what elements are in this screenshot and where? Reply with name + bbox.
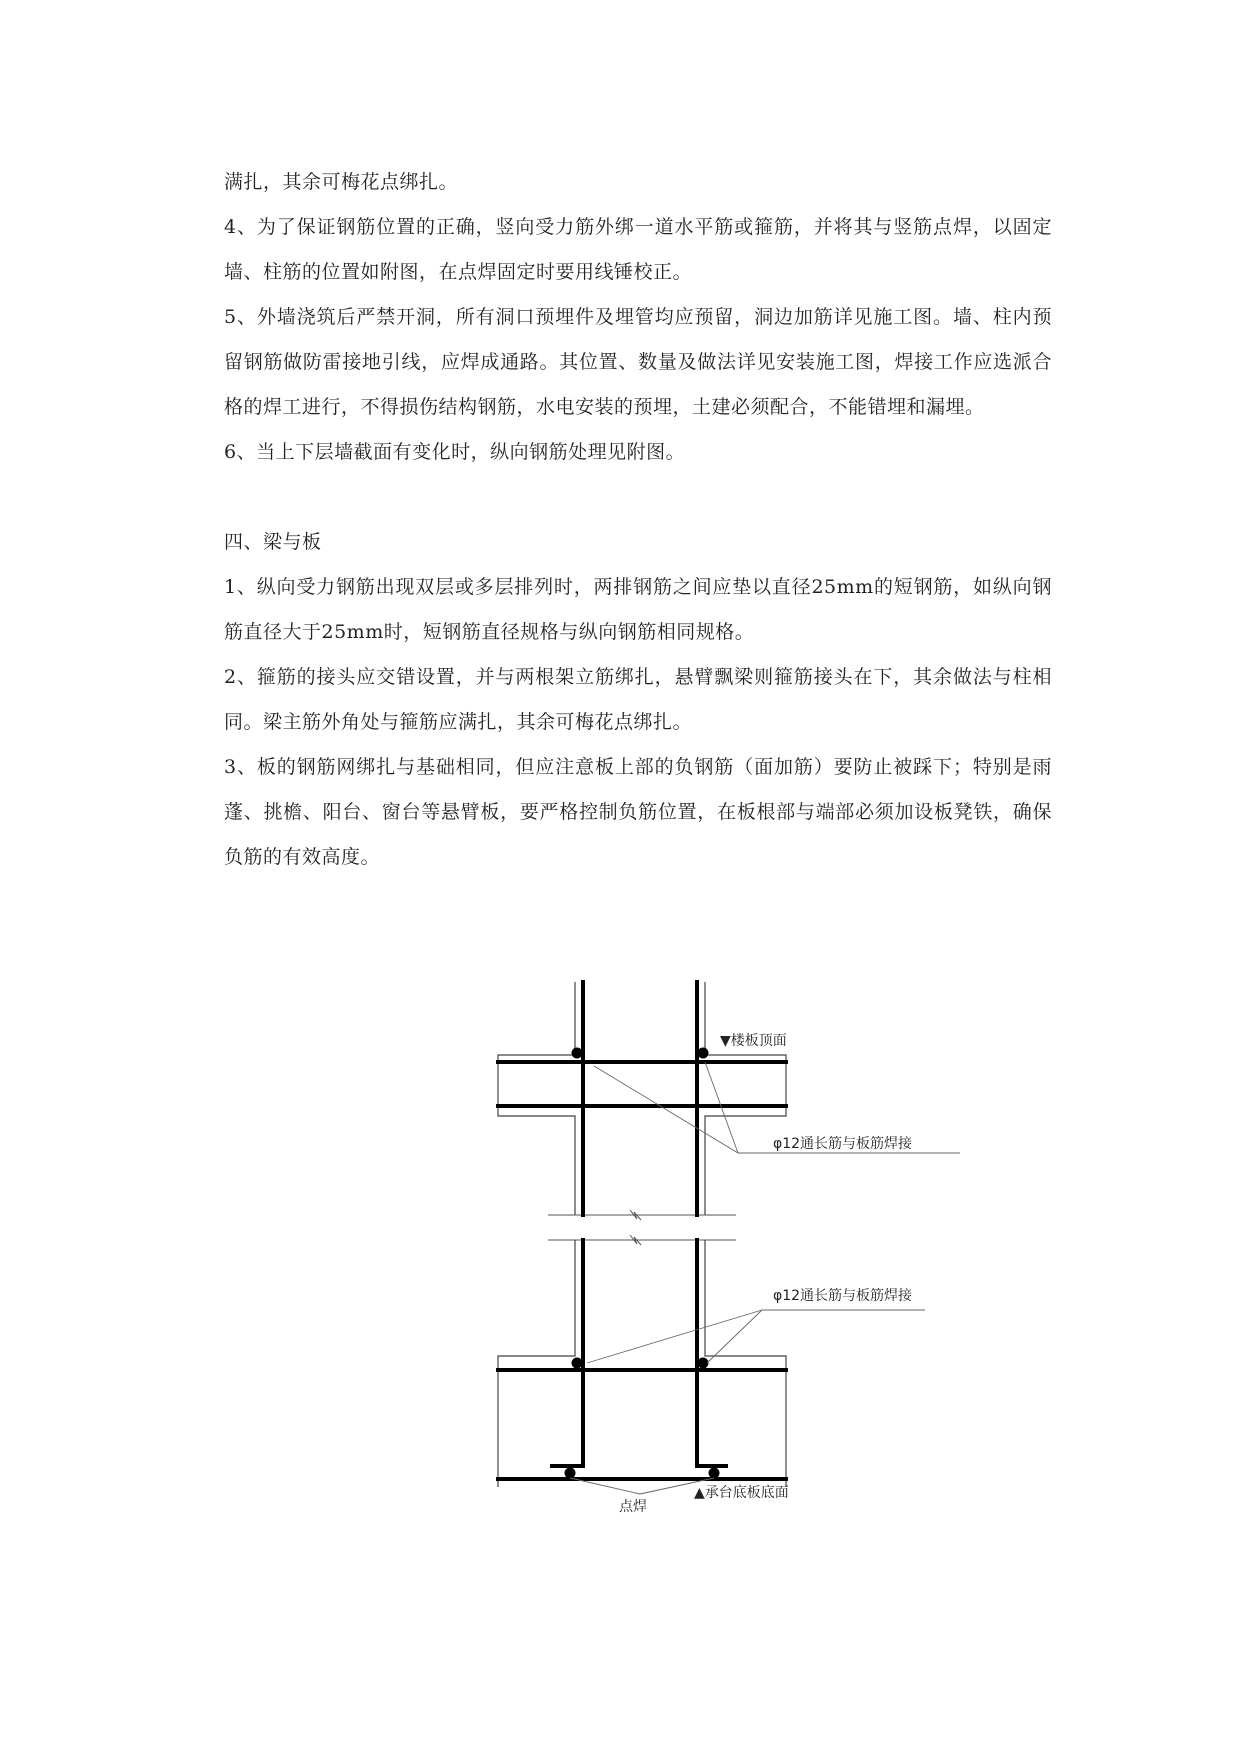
outline-right-lower	[705, 1240, 786, 1487]
document-body	[224, 160, 1052, 880]
outline-left-lower	[498, 1240, 575, 1487]
section-paragraph-3: 3、板的钢筋网绑扎与基础相同，但应注意板上部的负钢筋（面加筋）要防止被踩下；特别是雨蓬、挑檐、阳台、窗台等悬臂板，要严格控制负筋位置，在板根部与端部必须加设板凳铁，确保负筋的有效高度。	[224, 756, 1052, 868]
weld-dot-top-right	[698, 1048, 709, 1059]
label-slab-bottom: ▲承台底板底面	[694, 1485, 789, 1501]
break-zigzag-lower	[630, 1235, 641, 1245]
label-weld-top: φ12通长筋与板筋焊接	[773, 1136, 913, 1152]
section-spacer	[224, 475, 1052, 520]
structure-outline-upper	[498, 982, 786, 1215]
vertical-rebar-left-lower	[552, 1240, 583, 1466]
label-weld-bottom: φ12通长筋与板筋焊接	[773, 1288, 913, 1304]
label-floor-top: ▼楼板顶面	[720, 1033, 787, 1049]
paragraph-1: 满扎，其余可梅花点绑扎。	[224, 171, 459, 193]
weld-dots	[565, 1048, 720, 1479]
leader-bottom-2	[707, 1310, 762, 1363]
break-zigzag-upper	[630, 1210, 641, 1220]
structure-outline-lower	[498, 1240, 786, 1487]
leader-top-1	[594, 1066, 738, 1153]
paragraph-4: 6、当上下层墙截面有变化时，纵向钢筋处理见附图。	[224, 441, 686, 463]
weld-dot-mid-right	[698, 1358, 709, 1369]
leader-spot-1	[570, 1478, 640, 1494]
leader-spot-2	[640, 1478, 714, 1494]
leader-top-2	[705, 1062, 738, 1153]
label-spot-weld: 点焊	[619, 1499, 647, 1515]
section-title: 四、梁与板	[224, 531, 322, 553]
leader-bottom-1	[587, 1310, 762, 1363]
weld-dot-top-left	[572, 1048, 583, 1059]
section-paragraph-1: 1、纵向受力钢筋出现双层或多层排列时，两排钢筋之间应垫以直径25mm的短钢筋，如纵向钢筋直径大于25mm时，短钢筋直径规格与纵向钢筋相同规格。	[224, 576, 1052, 643]
outline-right-upper	[705, 982, 786, 1215]
paragraph-3: 5、外墙浇筑后严禁开洞，所有洞口预埋件及埋管均应预留，洞边加筋详见施工图。墙、柱内预留钢筋做防雷接地引线，应焊成通路。其位置、数量及做法详见安装施工图，焊接工作应选派合格的焊工进行，不得损伤结构钢筋，水电安装的预埋，土建必须配合，不能错埋和漏埋。	[224, 306, 1052, 418]
leader-lines	[570, 1062, 960, 1494]
outline-left-upper	[498, 982, 575, 1215]
section-paragraph-2: 2、箍筋的接头应交错设置，并与两根架立筋绑扎，悬臂飘梁则箍筋接头在下，其余做法与柱相同。梁主筋外角处与箍筋应满扎，其余可梅花点绑扎。	[224, 666, 1052, 733]
weld-dot-bottom-right	[709, 1468, 720, 1479]
rebars	[498, 982, 786, 1479]
paragraph-2: 4、为了保证钢筋位置的正确，竖向受力筋外绑一道水平筋或箍筋，并将其与竖筋点焊，以固定墙、柱筋的位置如附图，在点焊固定时要用线锤校正。	[224, 216, 1052, 283]
weld-dot-bottom-left	[565, 1468, 576, 1479]
vertical-rebar-right-lower	[697, 1240, 726, 1466]
weld-dot-mid-left	[572, 1358, 583, 1369]
break-lines	[548, 1210, 736, 1245]
